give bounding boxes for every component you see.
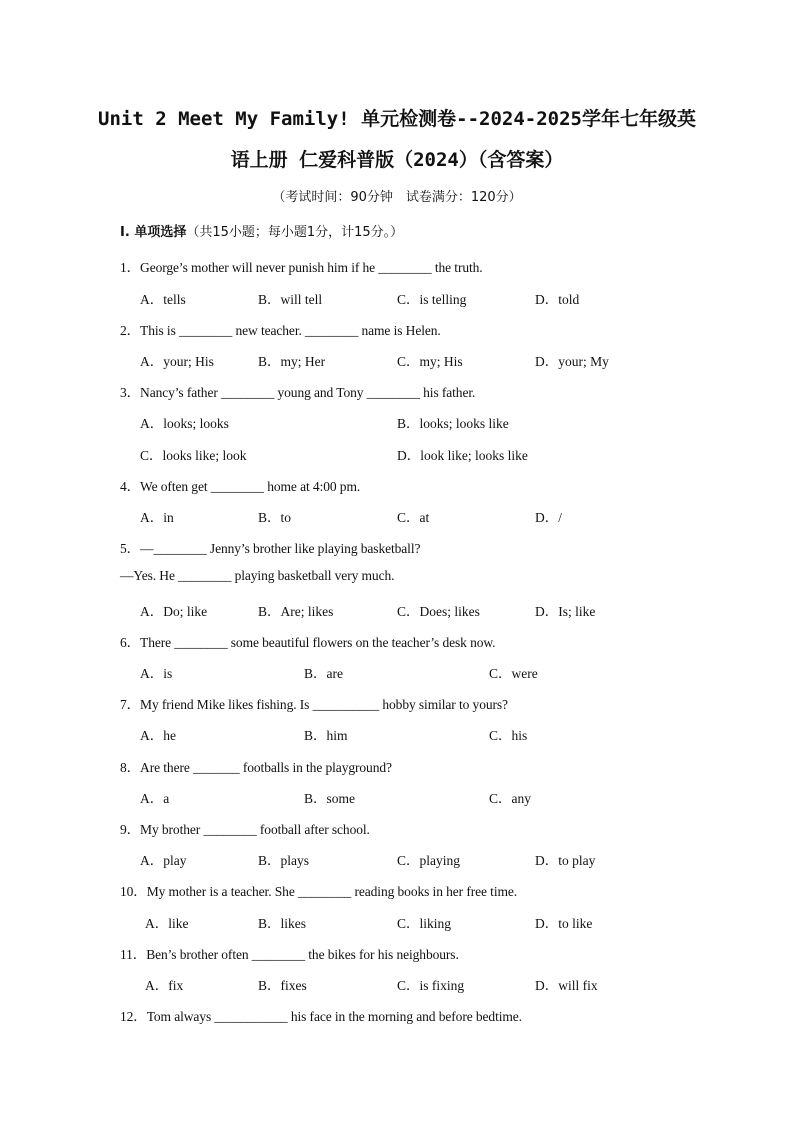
q3-option-b: B．looks; looks like [397,416,509,431]
question-2: 2．This is ________ new teacher. ________ name is Helen. [120,323,441,338]
q6-option-a: A．is [140,666,173,681]
question-3: 3．Nancy’s father ________ young and Tony ________ his father. [120,385,476,400]
q11-option-a: A．fix [145,978,184,993]
q1-option-b: B．will tell [258,292,323,307]
section-number: I. [120,225,135,240]
q7-option-b: B．him [304,728,348,743]
q10-option-c: C．liking [397,916,452,931]
q5-option-a: A．Do; like [140,604,208,619]
q10-option-d: D．to like [535,916,593,931]
q4-option-a: A．in [140,510,174,525]
q3-option-a: A．looks; looks [140,416,229,431]
q7-option-a: A．he [140,728,176,743]
question-5-response: —Yes. He ________ playing basketball very much. [120,568,395,583]
q11-option-c: C．is fixing [397,978,465,993]
q3-option-d: D．look like; looks like [397,448,528,463]
section-name: 单项选择 [134,225,187,240]
page-title-line1: Unit 2 Meet My Family! 单元检测卷--2024-2025学年七年级英 [98,108,696,130]
q11-option-b: B．fixes [258,978,307,993]
q2-option-b: B．my; Her [258,354,326,369]
page-title-line2: 语上册 仁爱科普版（2024）（含答案） [230,149,564,171]
q3-option-c: C．looks like; look [140,448,247,463]
question-4: 4．We often get ________ home at 4:00 pm. [120,479,361,494]
q2-option-d: D．your; My [535,354,609,369]
section-heading [120,221,403,240]
question-8: 8．Are there _______ footballs in the playground? [120,760,392,775]
exam-info: （考试时间：90分钟 试卷满分：120分） [272,190,522,205]
question-1: 1．George’s mother will never punish him if he ________ the truth. [120,260,483,275]
q11-option-d: D．will fix [535,978,598,993]
question-5: 5．—________ Jenny’s brother like playing basketball? [120,541,421,556]
q10-option-b: B．likes [258,916,307,931]
question-12: 12．Tom always ___________ his face in the morning and before bedtime. [120,1009,522,1024]
q2-option-a: A．your; His [140,354,214,369]
q4-option-c: C．at [397,510,430,525]
q6-option-b: B．are [304,666,343,681]
question-11: 11．Ben’s brother often ________ the bikes for his neighbours. [120,947,459,962]
question-7: 7．My friend Mike likes fishing. Is __________ hobby similar to yours? [120,697,508,712]
q7-option-c: C．his [489,728,528,743]
q2-option-c: C．my; His [397,354,463,369]
q9-option-a: A．play [140,853,187,868]
q1-option-c: C．is telling [397,292,467,307]
question-9: 9．My brother ________ football after school. [120,822,370,837]
q4-option-d: D．/ [535,510,562,525]
q8-option-b: B．some [304,791,356,806]
q9-option-d: D．to play [535,853,596,868]
q5-option-d: D．Is; like [535,604,596,619]
q1-option-a: A．tells [140,292,186,307]
q8-option-a: A．a [140,791,170,806]
question-10: 10．My mother is a teacher. She ________ reading books in her free time. [120,884,518,899]
q9-option-c: C．playing [397,853,460,868]
q6-option-c: C．were [489,666,538,681]
q5-option-b: B．Are; likes [258,604,334,619]
q10-option-a: A．like [145,916,189,931]
q9-option-b: B．plays [258,853,310,868]
question-6: 6．There ________ some beautiful flowers on the teacher’s desk now. [120,635,496,650]
q4-option-b: B．to [258,510,292,525]
q1-option-d: D．told [535,292,580,307]
q5-option-c: C．Does; likes [397,604,480,619]
q8-option-c: C．any [489,791,531,806]
section-note: （共15小题；每小题1分，计15分。） [186,225,404,240]
